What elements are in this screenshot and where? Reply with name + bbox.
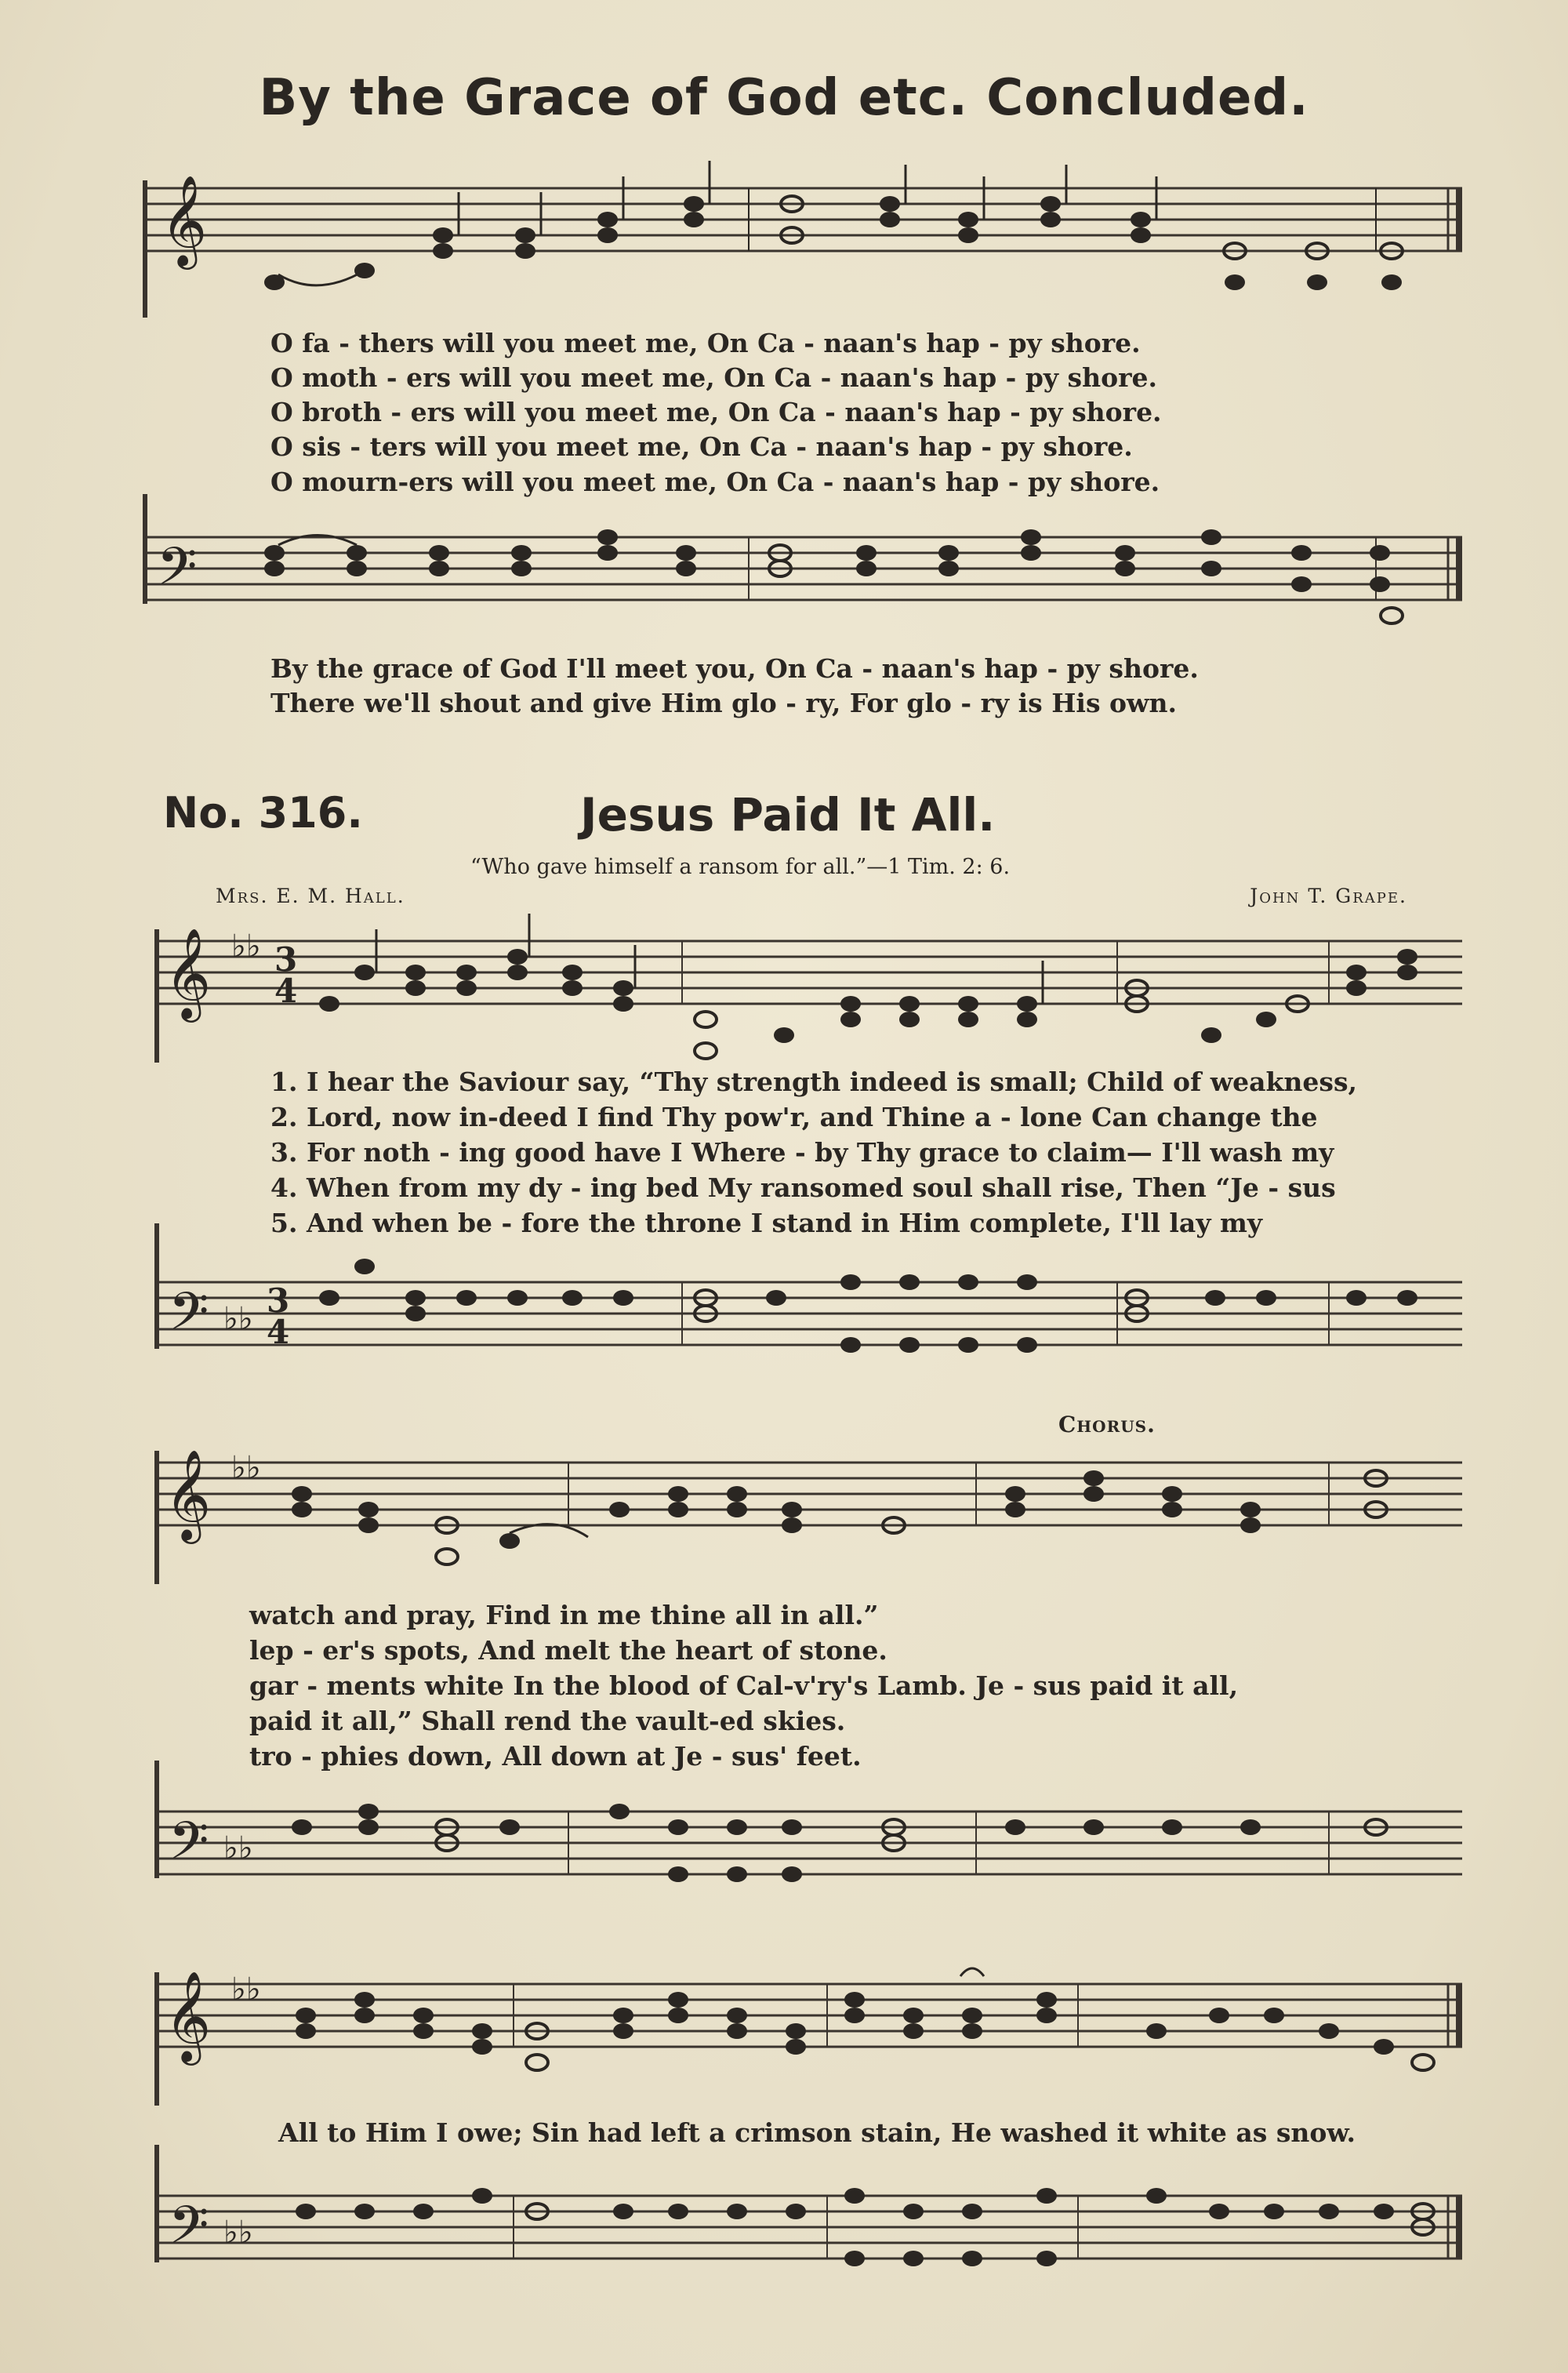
bass-staff-system-1 bbox=[137, 494, 1470, 643]
treble-staff-system-3 bbox=[137, 1435, 1470, 1584]
svg-text:♭♭: ♭♭ bbox=[223, 1301, 253, 1337]
refrain-line: There we'll shout and give Him glo - ry, For glo - ry is His own. bbox=[270, 688, 1177, 718]
treble-staff-lines bbox=[137, 1435, 1470, 1584]
lyric-line: 3. For noth - ing good have I Where - by Thy grace to claim— I'll wash my bbox=[270, 1137, 1334, 1168]
lyric-line: O mourn-ers will you meet me, On Ca - naan's hap - py shore. bbox=[270, 467, 1160, 497]
hymn-epigraph: “Who gave himself a ransom for all.”—1 Tim. 2: 6. bbox=[470, 855, 1011, 879]
bass-staff-system-4 bbox=[137, 2145, 1470, 2294]
hymn-number: No. 316. bbox=[163, 788, 363, 838]
bass-staff-lines bbox=[137, 2145, 1470, 2294]
hymn-author: Mrs. E. M. Hall. bbox=[216, 885, 405, 907]
lyric-line: gar - ments white In the blood of Cal-v'ry's Lamb. Je - sus paid it all, bbox=[249, 1670, 1239, 1701]
treble-staff-system-4 bbox=[137, 1957, 1470, 2106]
bass-staff-lines bbox=[137, 1761, 1470, 1910]
svg-text:𝄞: 𝄞 bbox=[165, 927, 212, 1019]
svg-text:4: 4 bbox=[274, 972, 298, 1010]
treble-staff-system-1 bbox=[137, 161, 1470, 318]
lyric-line: watch and pray, Find in me thine all in all.” bbox=[249, 1600, 879, 1630]
svg-text:♭♭: ♭♭ bbox=[223, 2215, 253, 2251]
chorus-label: Chorus. bbox=[1058, 1412, 1156, 1437]
svg-text:𝄢: 𝄢 bbox=[169, 1811, 209, 1884]
svg-text:♭♭: ♭♭ bbox=[231, 1971, 261, 2008]
hymn-title: Jesus Paid It All. bbox=[580, 788, 996, 841]
svg-text:𝄞: 𝄞 bbox=[165, 1970, 212, 2062]
lyric-line: paid it all,” Shall rend the vault-ed skies. bbox=[249, 1706, 846, 1736]
bass-staff-lines bbox=[137, 1223, 1470, 1372]
lyric-line: 2. Lord, now in-deed I find Thy pow'r, and Thine a - lone Can change the bbox=[270, 1102, 1318, 1132]
svg-text:♭♭: ♭♭ bbox=[231, 928, 261, 965]
refrain-line: By the grace of God I'll meet you, On Ca - naan's hap - py shore. bbox=[270, 653, 1199, 684]
svg-text:𝄢: 𝄢 bbox=[157, 536, 198, 609]
lyric-line: 4. When from my dy - ing bed My ransomed soul shall rise, Then “Je - sus bbox=[270, 1172, 1336, 1203]
lyric-line: O fa - thers will you meet me, On Ca - naan's hap - py shore. bbox=[270, 328, 1141, 358]
lyric-line: 5. And when be - fore the throne I stand in Him complete, I'll lay my bbox=[270, 1208, 1263, 1238]
lyric-line: 1. I hear the Saviour say, “Thy strength indeed is small; Child of weakness, bbox=[270, 1067, 1358, 1097]
lyric-line: O moth - ers will you meet me, On Ca - naan's hap - py shore. bbox=[270, 362, 1158, 393]
page-title: By the Grace of God etc. Concluded. bbox=[259, 69, 1309, 127]
svg-text:𝄞: 𝄞 bbox=[165, 1448, 212, 1540]
svg-text:♭♭: ♭♭ bbox=[231, 1450, 261, 1486]
lyric-line: lep - er's spots, And melt the heart of stone. bbox=[249, 1635, 887, 1666]
svg-text:𝄢: 𝄢 bbox=[169, 2195, 209, 2268]
bass-staff-lines bbox=[137, 494, 1470, 643]
treble-staff-system-2 bbox=[137, 914, 1470, 1063]
lyric-line: tro - phies down, All down at Je - sus' feet. bbox=[249, 1741, 862, 1772]
svg-text:3: 3 bbox=[267, 1281, 290, 1320]
treble-staff-lines bbox=[137, 161, 1470, 318]
svg-text:♭♭: ♭♭ bbox=[223, 1830, 253, 1866]
svg-text:𝄢: 𝄢 bbox=[169, 1281, 209, 1354]
chorus-lyric-line: All to Him I owe; Sin had left a crimson stain, He washed it white as snow. bbox=[278, 2117, 1356, 2148]
treble-staff-lines bbox=[137, 914, 1470, 1063]
svg-text:3: 3 bbox=[274, 940, 298, 979]
svg-text:𝄞: 𝄞 bbox=[161, 174, 208, 266]
svg-text:4: 4 bbox=[267, 1313, 290, 1351]
hymn-composer: John T. Grape. bbox=[1250, 885, 1407, 907]
lyric-line: O broth - ers will you meet me, On Ca - naan's hap - py shore. bbox=[270, 397, 1162, 427]
lyric-line: O sis - ters will you meet me, On Ca - naan's hap - py shore. bbox=[270, 431, 1133, 462]
treble-staff-lines bbox=[137, 1957, 1470, 2106]
bass-staff-system-2 bbox=[137, 1223, 1470, 1372]
bass-staff-system-3 bbox=[137, 1761, 1470, 1910]
